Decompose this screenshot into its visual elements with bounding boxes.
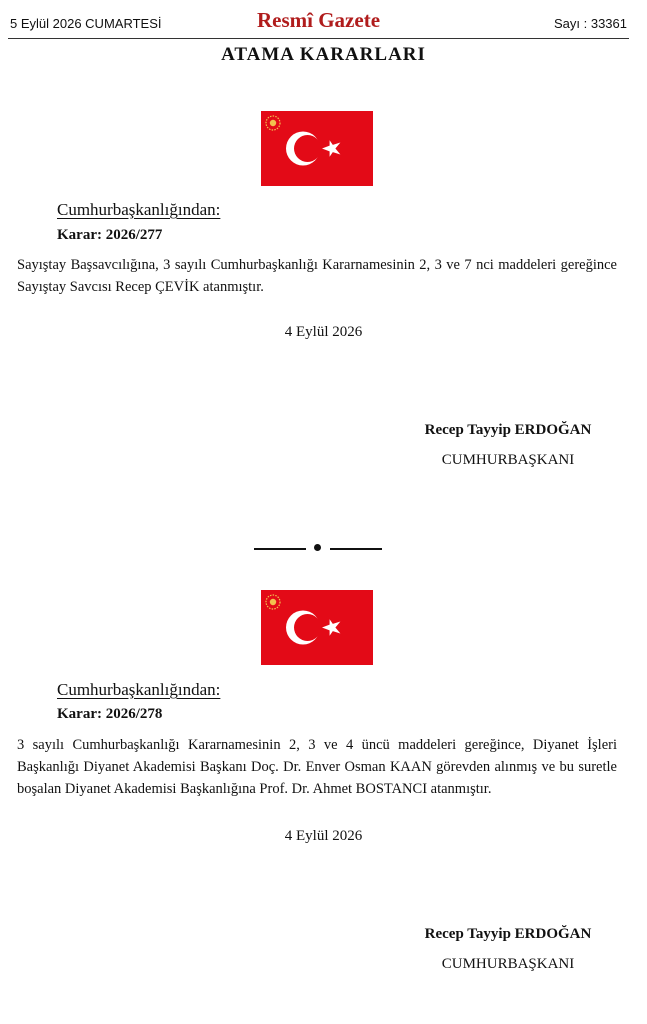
- separator-line-left: [254, 548, 306, 550]
- signer-name: Recep Tayyip ERDOĞAN: [424, 926, 592, 942]
- issuer-label: Cumhurbaşkanlığından:: [57, 680, 221, 699]
- decision-number: Karar: 2026/277: [57, 227, 163, 243]
- section-separator: [254, 540, 382, 556]
- issue-date: 5 Eylül 2026 CUMARTESİ: [10, 16, 162, 31]
- masthead: [8, 6, 629, 39]
- decision-number: Karar: 2026/278: [57, 706, 163, 722]
- signer-name: Recep Tayyip ERDOĞAN: [424, 422, 592, 438]
- turkish-flag-icon: [261, 111, 373, 186]
- issuer-label: Cumhurbaşkanlığından:: [57, 200, 221, 219]
- decision-text: 3 sayılı Cumhurbaşkanlığı Kararnamesinin 2, 3 ve 4 üncü maddeleri gereğince, Diyanet İşleri Başkanlığı Diyanet Akademisi Başkanı Doç. Dr. Enver Osman KAAN görevden alınmış ve bu suretle boşalan Diyanet Akademisi Başkanlığına Prof. Dr. Ahmet BOSTANCI atanmıştır.: [17, 737, 617, 797]
- decision-text: Sayıştay Başsavcılığına, 3 sayılı Cumhurbaşkanlığı Kararnamesinin 2, 3 ve 7 nci maddeleri gereğince Sayıştay Savcısı Recep ÇEVİK atanmıştır.: [17, 257, 617, 295]
- section-title: ATAMA KARARLARI: [221, 44, 426, 65]
- decision-date: 4 Eylül 2026: [284, 324, 363, 340]
- turkish-flag-icon: [261, 590, 373, 665]
- signer-title: CUMHURBAŞKANI: [441, 452, 575, 468]
- decision-date: 4 Eylül 2026: [284, 828, 363, 844]
- separator-dot: [314, 544, 321, 551]
- separator-line-right: [330, 548, 382, 550]
- signer-title: CUMHURBAŞKANI: [441, 956, 575, 972]
- gazette-title: Resmî Gazete: [256, 8, 381, 32]
- issue-number: Sayı : 33361: [554, 16, 627, 31]
